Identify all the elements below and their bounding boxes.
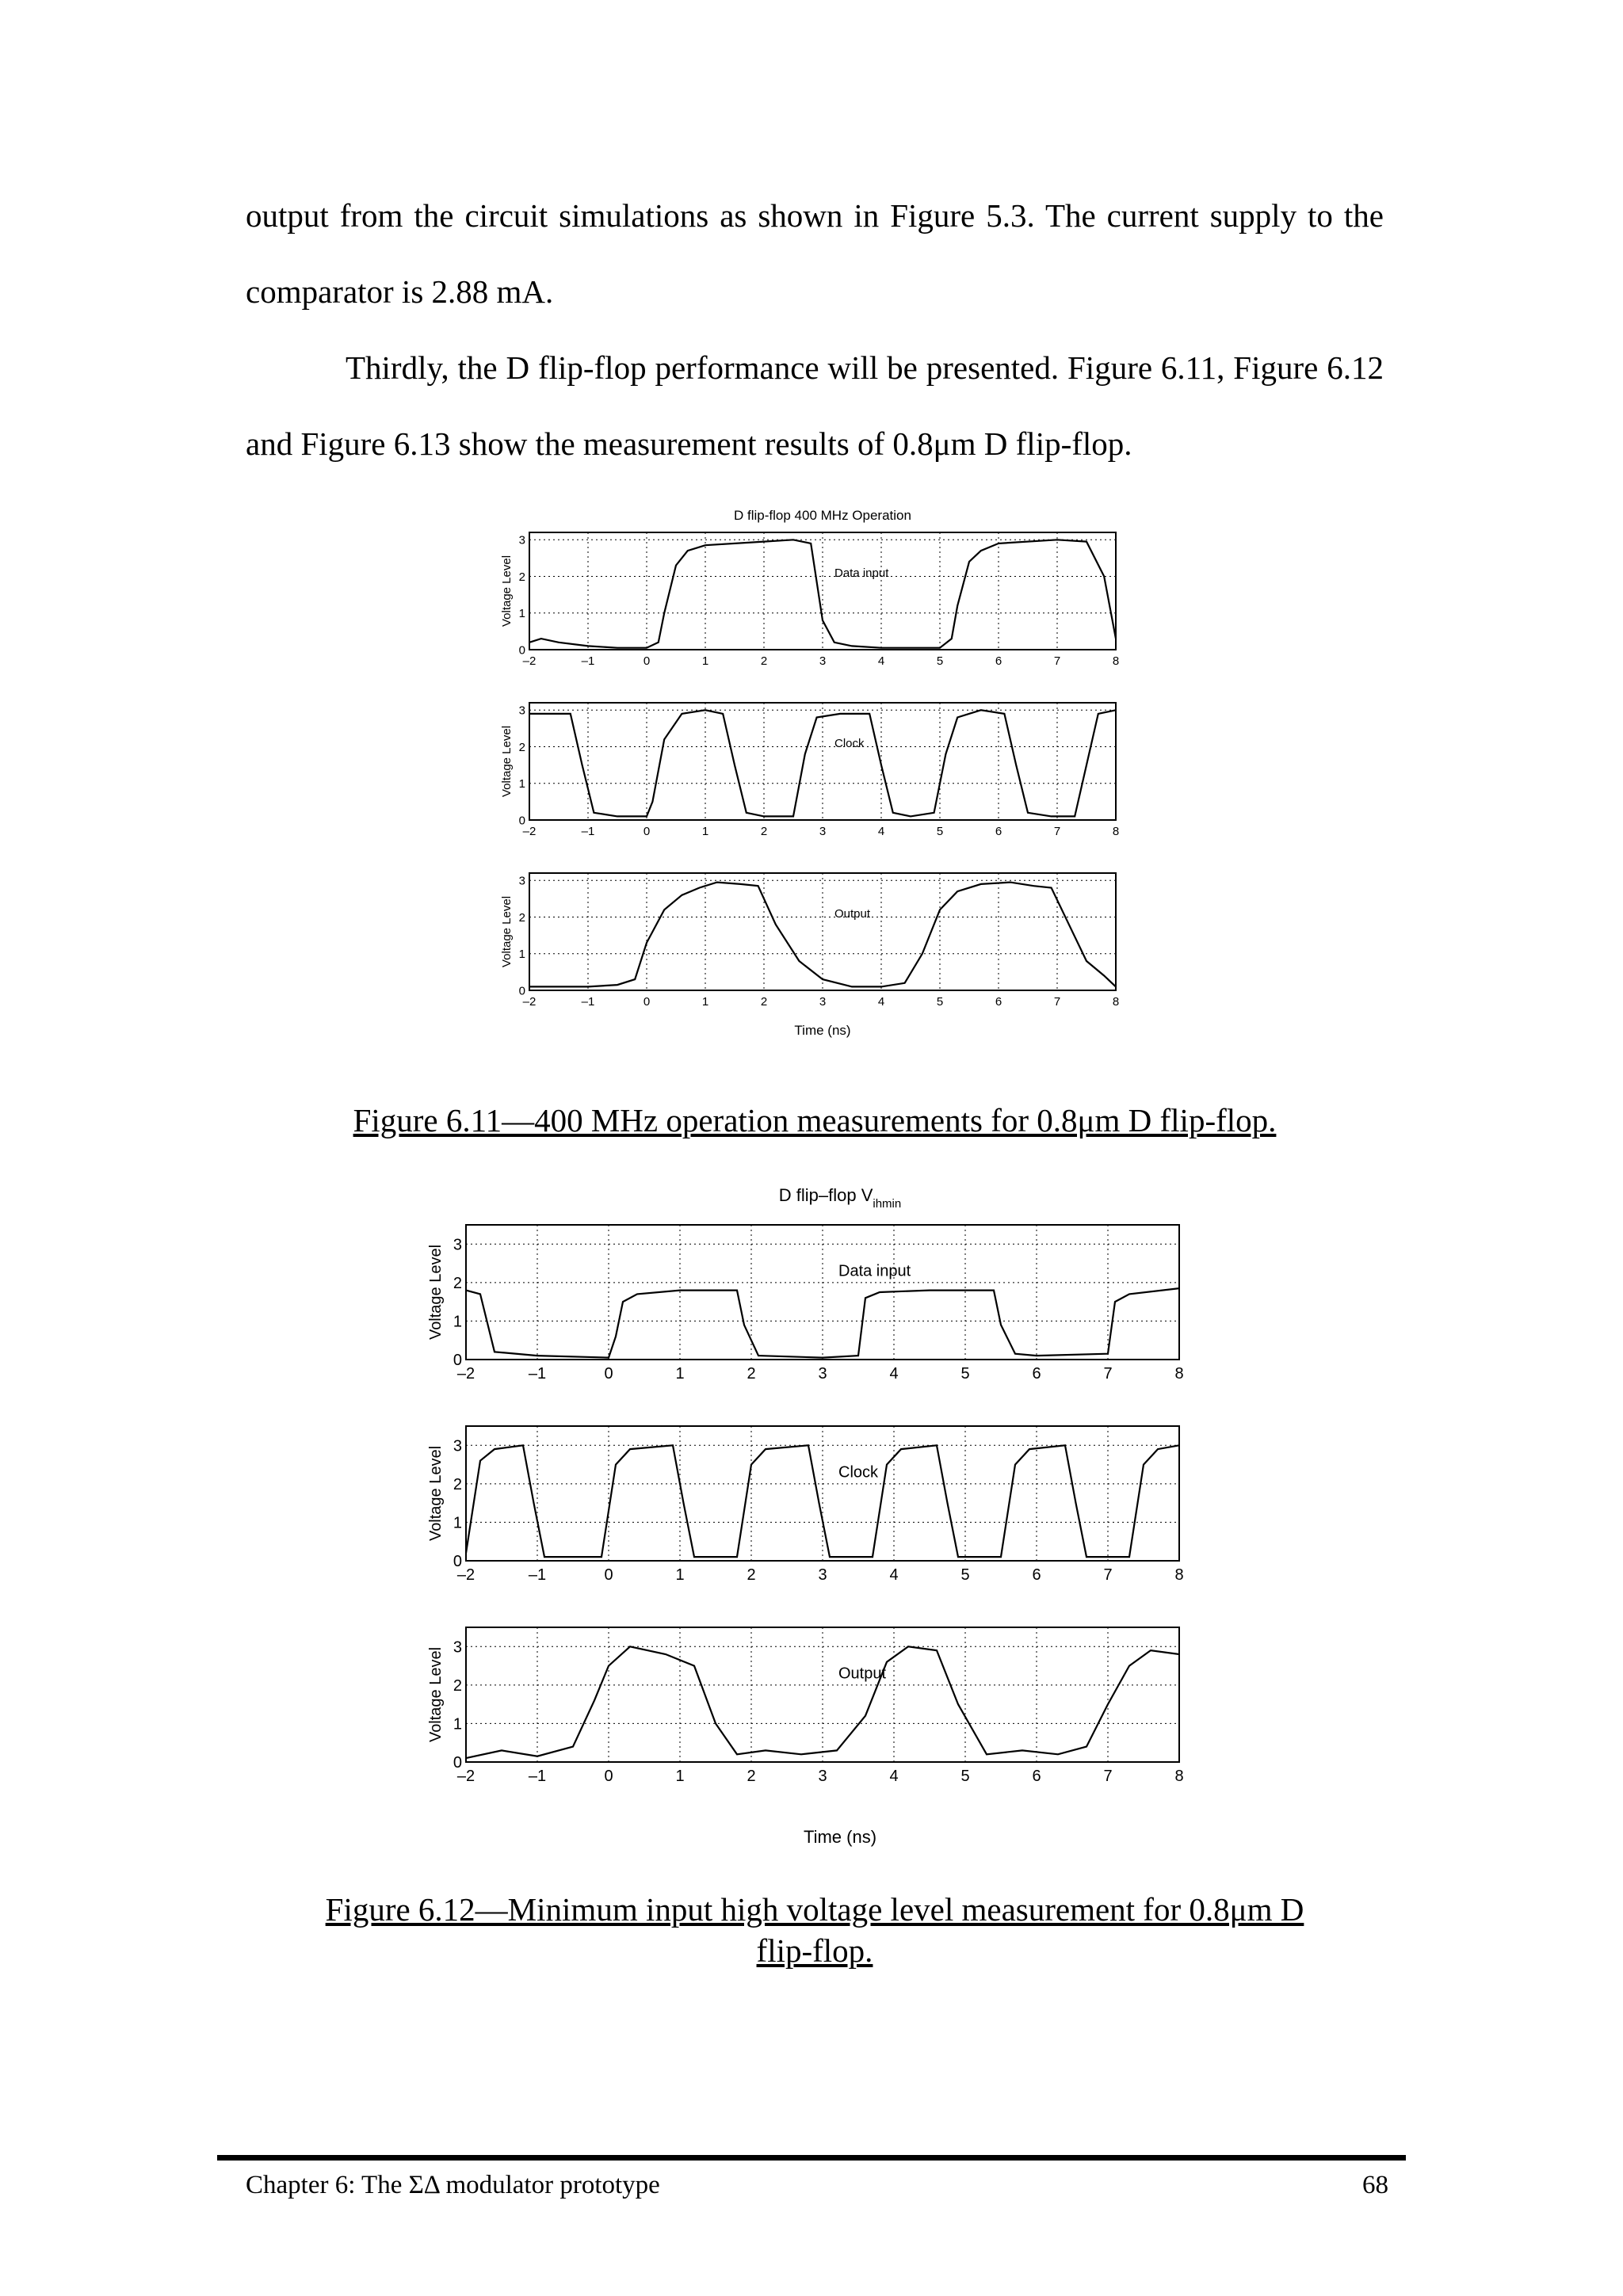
x-tick-label: 5 [960, 1365, 970, 1383]
x-tick-label: 4 [889, 1768, 899, 1785]
figure-6-12-caption [246, 1889, 1384, 1971]
panel-clock [500, 703, 1119, 838]
x-tick-label: 1 [701, 825, 709, 838]
x-tick-label: 2 [760, 995, 768, 1009]
x-tick-label: –1 [581, 654, 595, 668]
x-tick-label: 4 [889, 1566, 899, 1584]
y-tick-label: 0 [518, 814, 525, 828]
x-tick-label: 1 [701, 654, 709, 668]
x-tick-label: 3 [818, 1365, 827, 1383]
y-tick-label: 3 [453, 1437, 462, 1455]
y-tick-label: 3 [518, 874, 525, 888]
x-tick-label: –2 [522, 825, 537, 838]
x-tick-label: 5 [936, 995, 944, 1009]
figure-6-12-chart [412, 1180, 1205, 1854]
y-tick-label: 1 [518, 777, 525, 791]
y-tick-label: 2 [518, 910, 525, 925]
x-tick-label: 7 [1053, 995, 1061, 1009]
paragraph-1: output from the circuit simulations as shown in Figure 5.3. The current supply to the comparator is 2.88 mA. [246, 197, 1384, 310]
x-tick-label: 8 [1112, 825, 1120, 838]
x-tick-label: 2 [760, 654, 768, 668]
y-tick-label: 0 [518, 643, 525, 658]
y-tick-label: 0 [518, 984, 525, 998]
x-tick-label: 3 [819, 654, 827, 668]
y-tick-label: 1 [453, 1514, 462, 1532]
figure-6-11-chart [475, 499, 1141, 1046]
x-tick-label: 7 [1053, 654, 1061, 668]
x-tick-label: –2 [522, 654, 537, 668]
x-tick-label: 2 [747, 1365, 756, 1383]
y-tick-label: 1 [518, 607, 525, 620]
y-tick-label: 1 [453, 1715, 462, 1733]
y-tick-label: 3 [518, 533, 525, 547]
y-tick-label: 0 [453, 1553, 462, 1570]
series-annotation: Clock [838, 1463, 879, 1482]
y-axis-label: Voltage Level [427, 1646, 445, 1743]
x-tick-label: 5 [960, 1768, 970, 1785]
x-tick-label: 0 [604, 1768, 613, 1785]
y-tick-label: 3 [518, 704, 525, 718]
x-tick-label: 4 [877, 825, 885, 838]
figure-6-11-caption: Figure 6.11—400 MHz operation measurements for 0.8μm D flip-flop. [353, 1102, 1277, 1138]
x-tick-label: 3 [819, 825, 827, 838]
x-tick-label: 1 [701, 995, 709, 1009]
x-tick-label: 7 [1103, 1365, 1113, 1383]
x-tick-label: –1 [528, 1566, 547, 1584]
x-tick-label: 7 [1053, 825, 1061, 838]
x-tick-label: –1 [528, 1365, 547, 1383]
x-tick-label: 6 [1032, 1566, 1041, 1584]
x-tick-label: –2 [456, 1365, 475, 1383]
x-tick-label: 6 [995, 825, 1002, 838]
y-tick-label: 2 [518, 570, 525, 584]
y-tick-label: 0 [453, 1754, 462, 1772]
series-annotation: Data input [838, 1262, 911, 1280]
y-tick-label: 2 [453, 1475, 462, 1493]
series-annotation: Output [838, 1665, 887, 1683]
series-annotation: Output [834, 907, 871, 921]
x-tick-label: 4 [877, 654, 885, 668]
y-axis-label: Voltage Level [500, 895, 514, 968]
chart-title-subscript: ihmin [873, 1197, 902, 1211]
y-axis-label: Voltage Level [500, 725, 514, 798]
y-tick-label: 1 [453, 1313, 462, 1331]
x-tick-label: 0 [604, 1365, 613, 1383]
x-tick-label: 3 [818, 1768, 827, 1785]
y-axis-label: Voltage Level [427, 1244, 445, 1341]
x-tick-label: 8 [1174, 1365, 1184, 1383]
x-tick-label: 4 [877, 995, 885, 1009]
panel-clock [427, 1426, 1184, 1584]
page-number: 68 [1362, 2171, 1388, 2199]
x-tick-label: 5 [960, 1566, 970, 1584]
x-tick-label: –2 [456, 1566, 475, 1584]
x-tick-label: 6 [995, 654, 1002, 668]
paragraph-2: Thirdly, the D flip-flop performance will be presented. Figure 6.11, Figure 6.12 and Figure 6.13 show the measurement results of 0.8μm D flip-flop. [246, 349, 1384, 462]
x-tick-label: 3 [818, 1566, 827, 1584]
panel-output [427, 1627, 1184, 1785]
x-tick-label: 0 [643, 995, 651, 1009]
x-tick-label: 8 [1174, 1768, 1184, 1785]
x-tick-label: 2 [760, 825, 768, 838]
y-tick-label: 0 [453, 1352, 462, 1369]
footer-chapter: Chapter 6: The ΣΔ modulator prototype [246, 2171, 660, 2199]
x-tick-label: 5 [936, 654, 944, 668]
x-axis-label: Time (ns) [803, 1827, 877, 1847]
x-tick-label: 5 [936, 825, 944, 838]
x-tick-label: 7 [1103, 1566, 1113, 1584]
x-tick-label: –1 [581, 825, 595, 838]
x-tick-label: 1 [675, 1566, 685, 1584]
y-tick-label: 2 [453, 1274, 462, 1292]
x-tick-label: 6 [1032, 1365, 1041, 1383]
x-tick-label: 1 [675, 1365, 685, 1383]
x-tick-label: 8 [1112, 995, 1120, 1009]
x-tick-label: 0 [643, 654, 651, 668]
y-tick-label: 2 [453, 1676, 462, 1695]
x-tick-label: 2 [747, 1768, 756, 1785]
y-tick-label: 3 [453, 1638, 462, 1657]
chart-title: D flip–flop V [778, 1185, 873, 1205]
x-tick-label: –1 [581, 995, 595, 1009]
x-tick-label: 8 [1174, 1566, 1184, 1584]
x-tick-label: 3 [819, 995, 827, 1009]
series-annotation: Clock [834, 737, 865, 751]
x-tick-label: 8 [1112, 654, 1120, 668]
x-tick-label: 6 [1032, 1768, 1041, 1785]
x-tick-label: 0 [643, 825, 651, 838]
x-tick-label: –1 [528, 1768, 547, 1785]
panel-data-input [427, 1225, 1184, 1383]
x-tick-label: –2 [456, 1768, 475, 1785]
x-tick-label: –2 [522, 995, 537, 1009]
svg-text:D flip–flop Vihmin [779, 1185, 901, 1211]
footer-rule [217, 2155, 1406, 2161]
y-tick-label: 1 [518, 948, 525, 961]
x-tick-label: 0 [604, 1566, 613, 1584]
x-tick-label: 1 [675, 1768, 685, 1785]
x-axis-label: Time (ns) [794, 1023, 851, 1038]
caption-line-1: Figure 6.12—Minimum input high voltage level measurement for 0.8μm D [325, 1891, 1304, 1928]
series-annotation: Data input [834, 566, 889, 581]
x-tick-label: 2 [747, 1566, 756, 1584]
x-tick-label: 7 [1103, 1768, 1113, 1785]
x-tick-label: 4 [889, 1365, 899, 1383]
y-axis-label: Voltage Level [500, 555, 514, 627]
y-tick-label: 2 [518, 740, 525, 754]
caption-line-2: flip-flop. [756, 1932, 873, 1969]
y-axis-label: Voltage Level [427, 1445, 445, 1542]
x-tick-label: 6 [995, 995, 1002, 1009]
panel-output [500, 873, 1119, 1009]
chart-title: D flip-flop 400 MHz Operation [734, 508, 911, 523]
panel-data-input [500, 532, 1119, 668]
y-tick-label: 3 [453, 1236, 462, 1254]
